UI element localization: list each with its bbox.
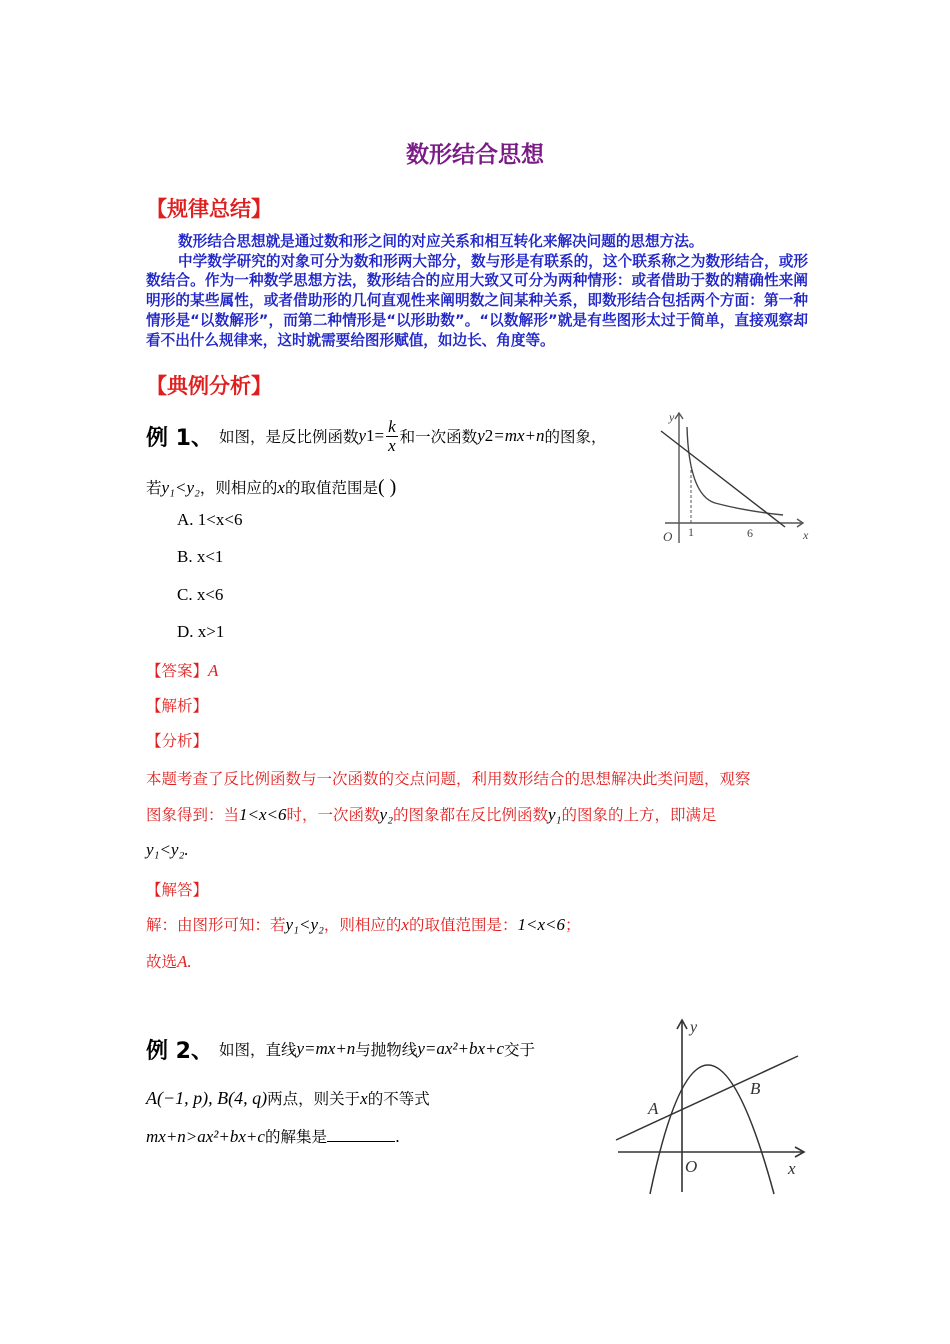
graph1-origin-label: O bbox=[663, 529, 673, 544]
math-expr: y=mx+n bbox=[296, 1039, 356, 1058]
section-heading-summary: 【规律总结】 bbox=[146, 197, 272, 221]
q-text: 如图，直线 bbox=[218, 1041, 297, 1059]
q-text: ，则相应的 bbox=[199, 479, 278, 497]
analysis-text: 时，一次函数 bbox=[286, 806, 380, 824]
fraction-k-over-x bbox=[386, 418, 398, 455]
example-2-question-line-1 bbox=[146, 1034, 535, 1064]
math-expr: 1<x<6 bbox=[239, 805, 287, 824]
math-expr: A(−1, p), B(4, q) bbox=[146, 1088, 268, 1108]
option-d: D. x>1 bbox=[177, 622, 225, 641]
math-var: y bbox=[477, 426, 485, 445]
graph2-point-b-label: B bbox=[750, 1079, 761, 1098]
math-expr: y₁<y₂ bbox=[285, 915, 324, 934]
q-text: 交于 bbox=[504, 1041, 536, 1059]
math-var: x bbox=[277, 478, 285, 497]
analysis-line-1: 本题考查了反比例函数与一次函数的交点问题，利用数形结合的思想解决此类问题，观察 bbox=[146, 770, 751, 788]
math-expr: y₁<y₂. bbox=[146, 840, 189, 859]
q-text: 的图象， bbox=[544, 428, 607, 446]
answer-value: A bbox=[208, 661, 219, 680]
analysis-text: 的图象的上方，即满足 bbox=[561, 806, 717, 824]
example-1-question-line-2 bbox=[146, 476, 396, 499]
graph2-x-label: x bbox=[788, 1159, 796, 1178]
option-b: B. x<1 bbox=[177, 547, 224, 566]
graph1-tick-6: 6 bbox=[747, 526, 753, 540]
analysis-line-3 bbox=[146, 840, 189, 860]
summary-paragraph-1: 数形结合思想就是通过数和形之间的对应关系和相互转化来解决问题的思想方法。 bbox=[178, 233, 704, 250]
example-2-question-line-3 bbox=[146, 1125, 400, 1147]
solution-line bbox=[146, 913, 581, 935]
math-sub: 2 bbox=[484, 426, 494, 445]
solution-text: 的取值范围是： bbox=[408, 916, 518, 934]
example-1-question-line-1 bbox=[146, 414, 607, 458]
q-text: 如图，是反比例函数 bbox=[218, 428, 359, 446]
jieda-label: 【解答】 bbox=[146, 881, 209, 899]
q-text: 的解集是 bbox=[264, 1128, 327, 1146]
q-text: 若 bbox=[146, 479, 162, 497]
q-text: 的不等式 bbox=[367, 1090, 430, 1108]
q-text: 和一次函数 bbox=[399, 428, 478, 446]
answer-line bbox=[146, 659, 218, 681]
summary-paragraph-2: 中学数学研究的对象可分为数和形两大部分，数与形是有联系的，这个联系称之为数形结合，或形数结合。作为一种数学思想方法，数形结合的应用大致又可分为两种情形：或者借助于数的精确性来阐明形的某些属性，或者借助形的几何直观性来阐明数之间某种关系，即数形结合包括两个方面：第一种情形是“以数解形”，而第二种情形是“以形助数”。“以数解形”就是有些图形太过于简单，直接观察却看不出什么规律来，这时就需要给图形赋值，如边长、角度等。 bbox=[146, 252, 808, 349]
graph-line-parabola bbox=[614, 1016, 808, 1196]
solution-text: ，则相应的 bbox=[323, 916, 402, 934]
option-c: C. x<6 bbox=[177, 585, 224, 604]
solution-text: ； bbox=[564, 916, 581, 934]
page-title: 数形结合思想 bbox=[406, 142, 544, 168]
math-expr: y₁ bbox=[548, 805, 562, 824]
fenxi-label: 【分析】 bbox=[146, 732, 209, 750]
option-a: A. 1<x<6 bbox=[177, 510, 243, 529]
q-text: 的取值范围是 bbox=[284, 479, 378, 497]
fraction-denominator: x bbox=[388, 435, 396, 455]
answer-blank[interactable] bbox=[327, 1127, 395, 1142]
math-expr: y₂ bbox=[379, 805, 393, 824]
graph-inverse-linear bbox=[655, 405, 810, 547]
graph2-y-label: y bbox=[690, 1019, 698, 1036]
math-var: x bbox=[360, 1089, 368, 1108]
analysis-line-2 bbox=[146, 803, 717, 825]
graph1-tick-1: 1 bbox=[688, 525, 694, 539]
final-text: 故选 bbox=[146, 953, 178, 971]
math-expr: y₁<y₂ bbox=[161, 478, 200, 497]
math-sub: 1 bbox=[366, 426, 375, 445]
q-text: 两点，则关于 bbox=[267, 1090, 361, 1108]
analysis-text: 图象得到：当 bbox=[146, 806, 240, 824]
graph2-origin-label: O bbox=[685, 1157, 698, 1176]
hyperbola-curve bbox=[687, 427, 783, 515]
example-2-question-line-2 bbox=[146, 1087, 430, 1109]
graph2-point-a-label: A bbox=[648, 1099, 659, 1118]
fraction-numerator: k bbox=[388, 416, 396, 436]
jiexi-label: 【解析】 bbox=[146, 697, 209, 715]
math-expr: y=ax²+bx+c bbox=[417, 1039, 505, 1058]
example-2-label: 例 2、 bbox=[146, 1038, 213, 1064]
summary-text bbox=[146, 232, 808, 350]
line-mx-n bbox=[616, 1056, 798, 1140]
math-eq: = bbox=[374, 426, 385, 445]
section-heading-examples: 【典例分析】 bbox=[146, 374, 272, 398]
q-text: . bbox=[394, 1128, 400, 1146]
math-expr: =mx+n bbox=[493, 426, 545, 445]
math-expr: mx+n>ax²+bx+c bbox=[146, 1127, 265, 1146]
analysis-text: 的图象都在反比例函数 bbox=[393, 806, 549, 824]
graph1-y-label: y bbox=[669, 410, 675, 424]
example-1-label: 例 1、 bbox=[146, 425, 213, 451]
math-expr: 1<x<6 bbox=[517, 915, 565, 934]
math-var: y bbox=[358, 426, 367, 445]
solution-text: 解：由图形可知：若 bbox=[146, 916, 286, 934]
final-choice bbox=[146, 950, 192, 972]
answer-label: 【答案】 bbox=[146, 662, 209, 680]
q-text: 与抛物线 bbox=[355, 1041, 418, 1059]
graph1-x-label: x bbox=[803, 528, 809, 542]
math-var: x bbox=[401, 915, 409, 934]
answer-paren: ( ) bbox=[377, 476, 397, 498]
final-value: A. bbox=[177, 952, 192, 971]
